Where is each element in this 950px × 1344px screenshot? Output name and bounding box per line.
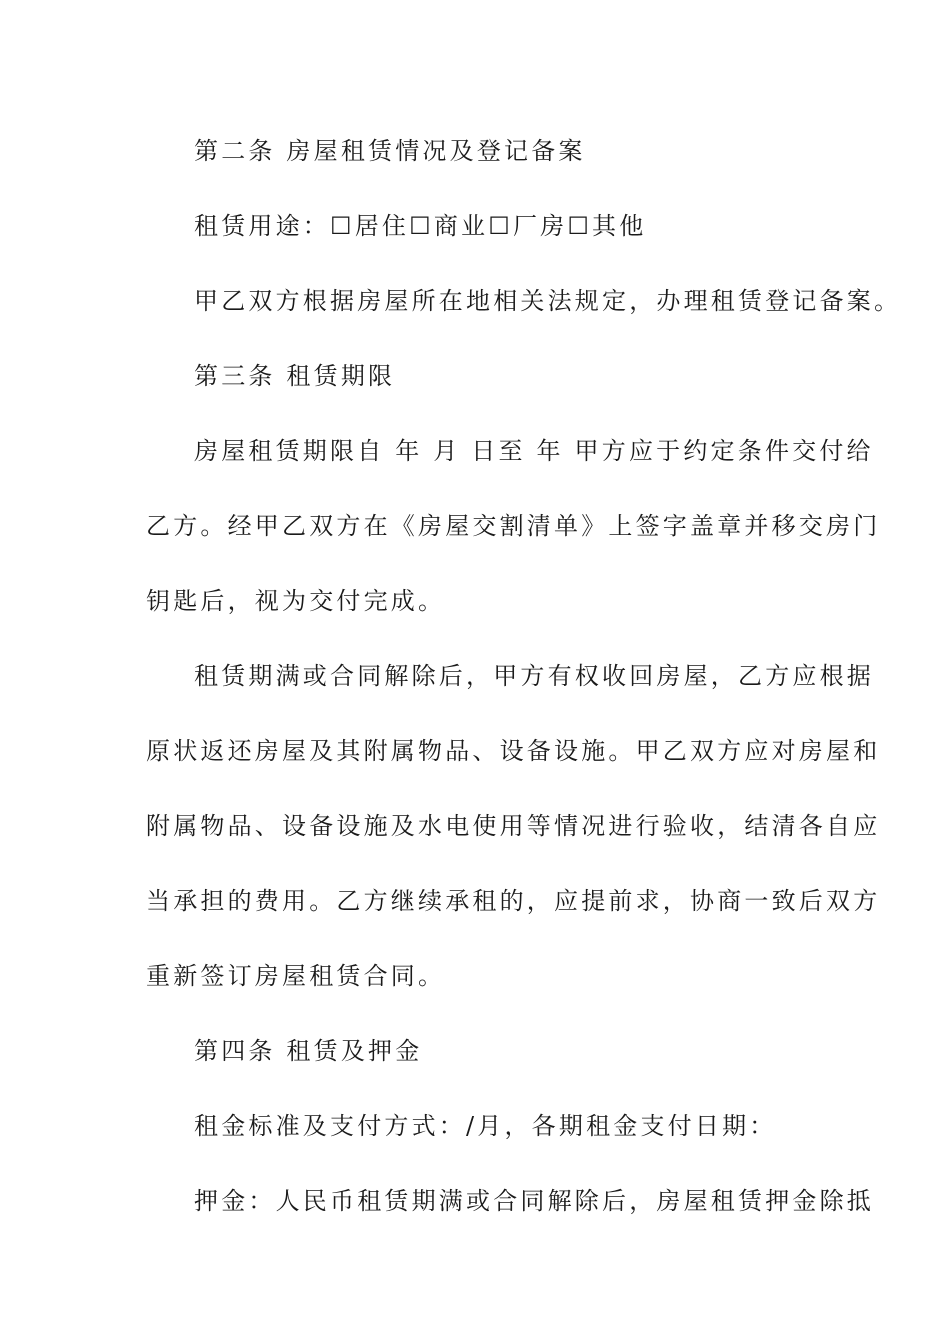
expiry-paragraph-line-3: 附属物品、设备设施及水电使用等情况进行验收，结清各自应 [146, 812, 881, 840]
expiry-paragraph-line-5: 重新签订房屋租赁合同。 [146, 962, 446, 990]
rent-standard-line: 租金标准及支付方式：/月，各期租金支付日期： [194, 1112, 777, 1140]
lease-term-paragraph-line-2: 乙方。经甲乙双方在《房屋交割清单》上签字盖章并移交房门 [146, 512, 881, 540]
heading-article-3: 第三条 租赁期限 [194, 362, 396, 390]
expiry-paragraph-line-4: 当承担的费用。乙方继续承租的，应提前求，协商一致后双方 [146, 887, 881, 915]
expiry-paragraph-line-2: 原状返还房屋及其附属物品、设备设施。甲乙双方应对房屋和 [146, 737, 881, 765]
deposit-line: 押金：人民币租赁期满或合同解除后，房屋租赁押金除抵 [194, 1187, 874, 1215]
lease-term-paragraph-line-1: 房屋租赁期限自 年 月 日至 年 甲方应于约定条件交付给 [194, 437, 874, 465]
heading-article-2: 第二条 房屋租赁情况及登记备案 [194, 137, 586, 165]
heading-article-4: 第四条 租赁及押金 [194, 1037, 423, 1065]
lease-purpose-line: 租赁用途：☐居住☐商业☐厂房☐其他 [194, 212, 647, 240]
registration-paragraph: 甲乙双方根据房屋所在地相关法规定，办理租赁登记备案。 [194, 287, 902, 315]
lease-term-paragraph-line-3: 钥匙后，视为交付完成。 [146, 587, 446, 615]
expiry-paragraph-line-1: 租赁期满或合同解除后，甲方有权收回房屋，乙方应根据 [194, 662, 874, 690]
